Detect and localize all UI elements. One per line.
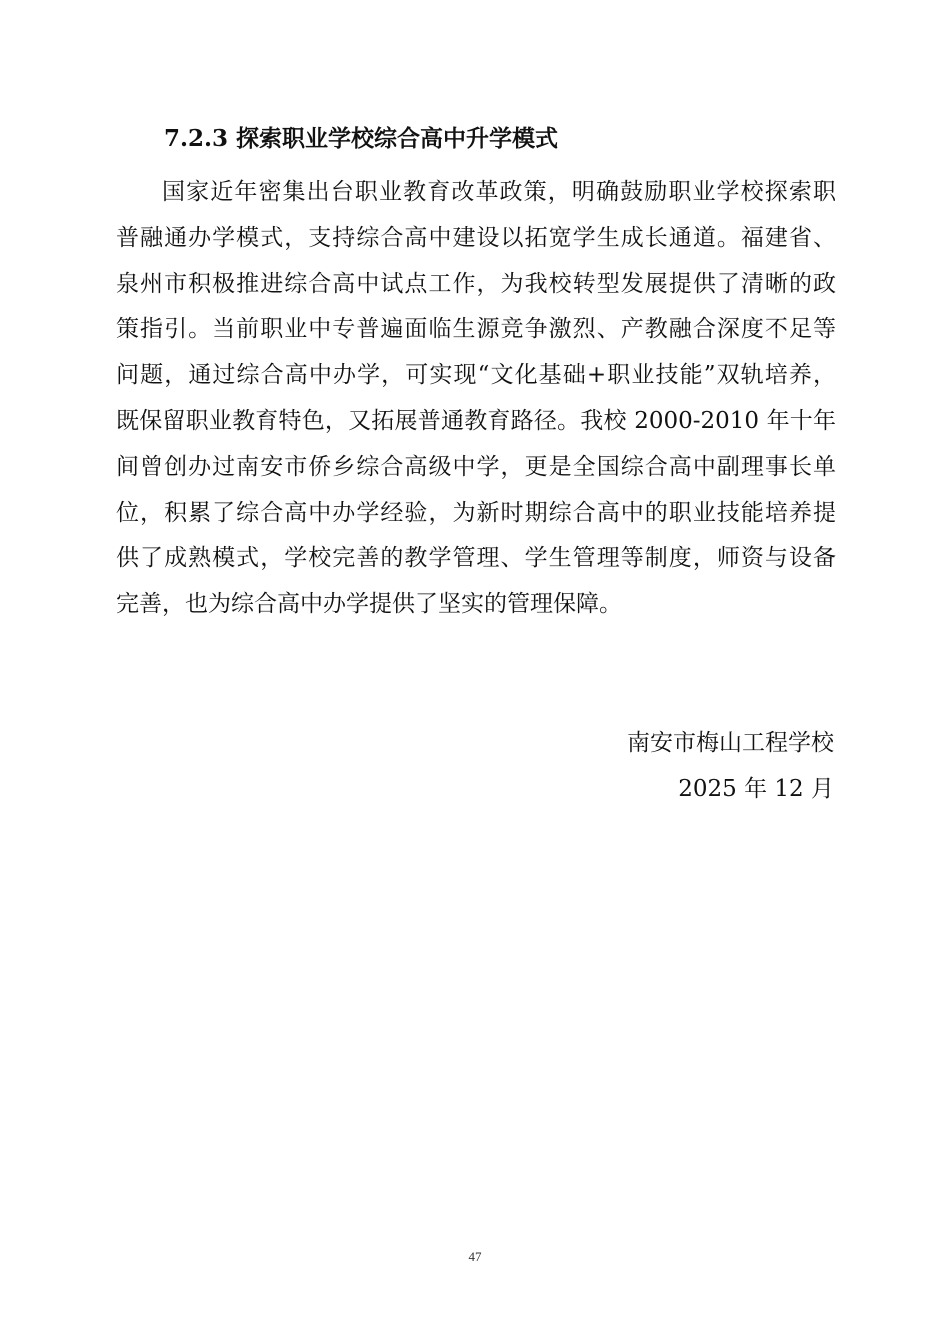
body-paragraph [116, 170, 836, 628]
page-number: 47 [468, 1249, 482, 1264]
paragraph-line: 供了成熟模式，学校完善的教学管理、学生管理等制度，师资与设备 [116, 545, 836, 572]
signature-date: 2025 年 12 月 [678, 776, 834, 802]
paragraph-line: 位，积累了综合高中办学经验，为新时期综合高中的职业技能培养提 [116, 499, 836, 526]
paragraph-line: 既保留职业教育特色，又拓展普通教育路径。我校 2000-2010 年十年 [116, 407, 836, 434]
paragraph-line: 普融通办学模式，支持综合高中建设以拓宽学生成长通道。福建省、 [116, 224, 836, 251]
paragraph-line: 问题，通过综合高中办学，可实现“文化基础+职业技能”双轨培养， [116, 362, 836, 389]
signature-block [627, 720, 834, 812]
paragraph-line: 间曾创办过南安市侨乡综合高级中学，更是全国综合高中副理事长单 [116, 453, 836, 480]
section-heading: 7.2.3 探索职业学校综合高中升学模式 [164, 125, 559, 152]
paragraph-line: 泉州市积极推进综合高中试点工作，为我校转型发展提供了清晰的政 [116, 270, 836, 297]
paragraph-line: 策指引。当前职业中专普遍面临生源竞争激烈、产教融合深度不足等 [116, 316, 836, 343]
paragraph-line: 国家近年密集出台职业教育改革政策，明确鼓励职业学校探索职 [162, 179, 836, 205]
paragraph-line: 完善，也为综合高中办学提供了坚实的管理保障。 [116, 591, 622, 618]
signature-organization: 南安市梅山工程学校 [627, 730, 834, 756]
